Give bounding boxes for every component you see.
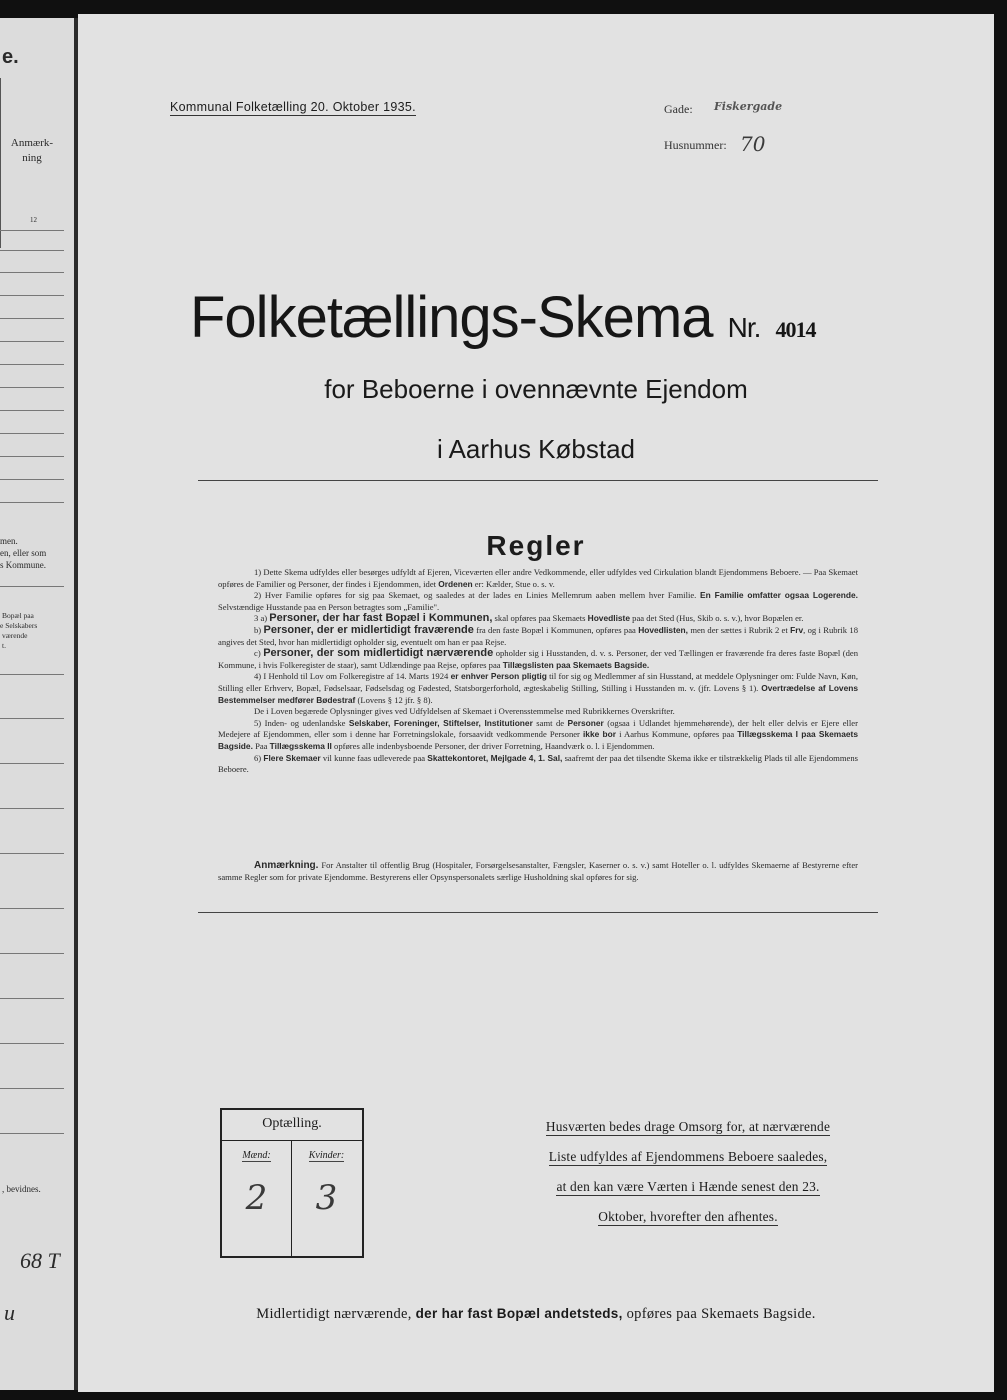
facing-text-fragment: , bevidnes. bbox=[2, 1184, 41, 1194]
count-separator bbox=[222, 1140, 362, 1141]
landlord-notice-line: Husværten bedes drage Omsorg for, at nærværende bbox=[545, 1119, 831, 1134]
facing-rule bbox=[0, 763, 64, 764]
facing-text-fragment: en, eller som bbox=[0, 548, 47, 558]
divider bbox=[198, 912, 878, 913]
count-title: Optælling. bbox=[262, 1116, 322, 1131]
landlord-notice-line: Liste udfyldes af Ejendommens Beboere saaledes, bbox=[548, 1149, 828, 1164]
facing-rule bbox=[0, 410, 64, 411]
facing-rule bbox=[0, 1043, 64, 1044]
rule-1: 1) Dette Skema udfyldes eller besørges udfyldt af Ejeren, Viceværten eller andre Vedkommende, eller udfyldes ved Cirkulation blandt Ejendommens Beboere. — Paa Skemaet opføres de Familier og Personer, der findes i Ejendommen, idet Ordenen er: Kælder, Stue o. s. v. bbox=[218, 567, 858, 589]
women-label: Kvinder: bbox=[308, 1150, 345, 1161]
facing-text-fragment: men. bbox=[0, 536, 18, 546]
facing-rule bbox=[0, 295, 64, 296]
form-subtitle: for Beboerne i ovennævnte Ejendom bbox=[324, 374, 748, 404]
street-value: Fiskergade bbox=[714, 100, 783, 113]
facing-rule bbox=[0, 674, 64, 675]
house-number-value: 70 bbox=[740, 132, 766, 156]
facing-text-fragment: e Selskabers bbox=[0, 621, 38, 630]
men-count: 2 bbox=[245, 1178, 268, 1218]
facing-rule bbox=[0, 908, 64, 909]
facing-text-fragment: s Kommune. bbox=[0, 560, 46, 570]
divider bbox=[198, 480, 878, 481]
facing-rule bbox=[0, 341, 64, 342]
landlord-notice bbox=[508, 1112, 868, 1232]
facing-rule bbox=[0, 953, 64, 954]
landlord-notice-line: at den kan være Værten i Hænde senest den 23. bbox=[556, 1179, 820, 1194]
form-number-label: Nr. bbox=[727, 312, 761, 343]
facing-rule bbox=[0, 502, 64, 503]
facing-handwriting: 68 T bbox=[20, 1248, 60, 1273]
women-count: 3 bbox=[315, 1178, 338, 1218]
landlord-notice-line: Oktober, hvorefter den afhentes. bbox=[598, 1209, 778, 1224]
rule-6: 6) Flere Skemaer vil kunne faas udleverede paa Skattekontoret, Mejlgade 4, 1. Sal, saafremt der paa det tilsendte Skema ikke er tilstrækkelig Plads til alle Ejendommens Beboere. bbox=[218, 752, 858, 775]
rules-heading: Regler bbox=[486, 530, 586, 561]
remark-text bbox=[218, 860, 858, 883]
facing-text-fragment: værende bbox=[2, 631, 28, 640]
form-subtitle-city: i Aarhus Købstad bbox=[437, 434, 635, 464]
facing-rule bbox=[0, 364, 64, 365]
facing-text-fragment: t. bbox=[2, 641, 6, 650]
facing-rule bbox=[0, 318, 64, 319]
rules-text bbox=[218, 567, 858, 776]
street-label: Gade: bbox=[664, 102, 693, 116]
facing-column-number: 12 bbox=[30, 216, 37, 224]
men-label: Mænd: bbox=[242, 1150, 271, 1161]
facing-rule bbox=[0, 433, 64, 434]
facing-page-fragment bbox=[0, 18, 74, 1390]
facing-column-header: Anmærk- ning bbox=[10, 137, 54, 164]
house-number-label: Husnummer: bbox=[664, 138, 727, 152]
facing-rule bbox=[0, 1088, 64, 1089]
facing-rule bbox=[0, 586, 64, 587]
census-form-page bbox=[78, 14, 994, 1392]
rule-3a: 3 a) Personer, der har fast Bopæl i Kommunen, skal opføres paa Skemaets Hovedliste paa det Sted (Hus, Skib o. s. v.), hvor Bopælen er. bbox=[254, 612, 804, 625]
facing-column-line bbox=[0, 78, 1, 248]
facing-rule bbox=[0, 456, 64, 457]
facing-rule bbox=[0, 387, 64, 388]
facing-handwriting: u bbox=[4, 1300, 15, 1325]
facing-rule bbox=[0, 250, 64, 251]
remark-body: For Anstalter til offentlig Brug (Hospitaler, Forsørgelsesanstalter, Fængsler, Kaserner o. s. v.) samt Hoteller o. l. udfyldes Skemaerne af Bestyrerne efter samme Regler som for private Ejendomme. Bestyrerens eller Opsynspersonalets særlige Husholdning skal opføres for sig. bbox=[218, 860, 858, 882]
facing-rule bbox=[0, 1133, 64, 1134]
facing-rule bbox=[0, 808, 64, 809]
facing-rule bbox=[0, 479, 64, 480]
facing-rule bbox=[0, 853, 64, 854]
rule-3c: c) Personer, der som midlertidigt nærværende opholder sig i Husstanden, d. v. s. Personer, der ved Tællingen er fraværende fra deres faste Bopæl (den Kommune, i hvis Folkeregister de staar), samt Udlændinge paa Rejse, opføres paa Tillægslisten paa Skemaets Bagside. bbox=[218, 647, 858, 670]
form-title-main: Folketællings-Skema bbox=[190, 285, 713, 350]
facing-page-letter: e. bbox=[2, 46, 19, 68]
facing-rule bbox=[0, 272, 64, 273]
rule-5: 5) Inden- og udenlandske Selskaber, Foreninger, Stiftelser, Institutioner samt de Personer (ogsaa i Udlandet hjemmehørende), der helt eller delvis er Ejere eller Medejere af Ejendommen, eller som i denne har Forretningslokale, forsaavidt vedkommende Personer ikke bor i Aarhus Kommune, opføres paa Tillægsskema I paa Skemaets Bagside. Paa Tillægsskema II opføres alle indenbysboende Personer, der driver Forretning, Haandværk o. l. i Ejendommen. bbox=[218, 717, 859, 751]
rule-2: 2) Hver Familie opføres for sig paa Skemaet, og saaledes at der lades en Linies Mellemrum aaben mellem hver Familie. En Familie omfatter ogsaa Logerende. Selvstændige Husstande paa en Person betragtes som „Familie". bbox=[218, 590, 858, 612]
facing-rule bbox=[0, 230, 64, 231]
facing-rule bbox=[0, 718, 64, 719]
count-box bbox=[220, 1108, 364, 1258]
form-title bbox=[190, 284, 816, 351]
remark-label: Anmærkning. bbox=[254, 860, 319, 871]
form-number-value: 4014 bbox=[775, 317, 816, 342]
rule-4b: De i Loven begærede Oplysninger gives ved Udfyldelsen af Skemaet i Overensstemmelse med Rubrikkernes Overskrifter. bbox=[254, 706, 675, 717]
footer-note: Midlertidigt nærværende, der har fast Bopæl andetsteds, opføres paa Skemaets Bagside. bbox=[256, 1306, 816, 1322]
rule-3b: b) Personer, der er midlertidigt fraværende fra den faste Bopæl i Kommunen, opføres paa Hovedlisten, men der sættes i Rubrik 2 et Frv, og i Rubrik 18 angives det Sted, hvor han midlertidigt opholder sig, eventuelt om han er paa Rejse. bbox=[218, 623, 859, 647]
facing-rule bbox=[0, 998, 64, 999]
census-header: Kommunal Folketælling 20. Oktober 1935. bbox=[170, 100, 416, 114]
rule-4: 4) I Henhold til Lov om Folkeregistre af 14. Marts 1924 er enhver Person pligtig til for sig og Medlemmer af sin Husstand, at meddele Oplysninger om: Fulde Navn, Køn, Stilling eller Erhverv, Bopæl, Fødselsaar, Fødselsdag og Fødested, Statsborgerforhold, ægteskabelig Stilling, Stilling i Husstanden m. v. (jfr. Lovens § 1). Overtrædelse af Lovens Bestemmelser medfører Bødestraf (Lovens § 12 jfr. § 8). bbox=[218, 671, 859, 705]
facing-text-fragment: Bopæl paa bbox=[2, 611, 34, 620]
